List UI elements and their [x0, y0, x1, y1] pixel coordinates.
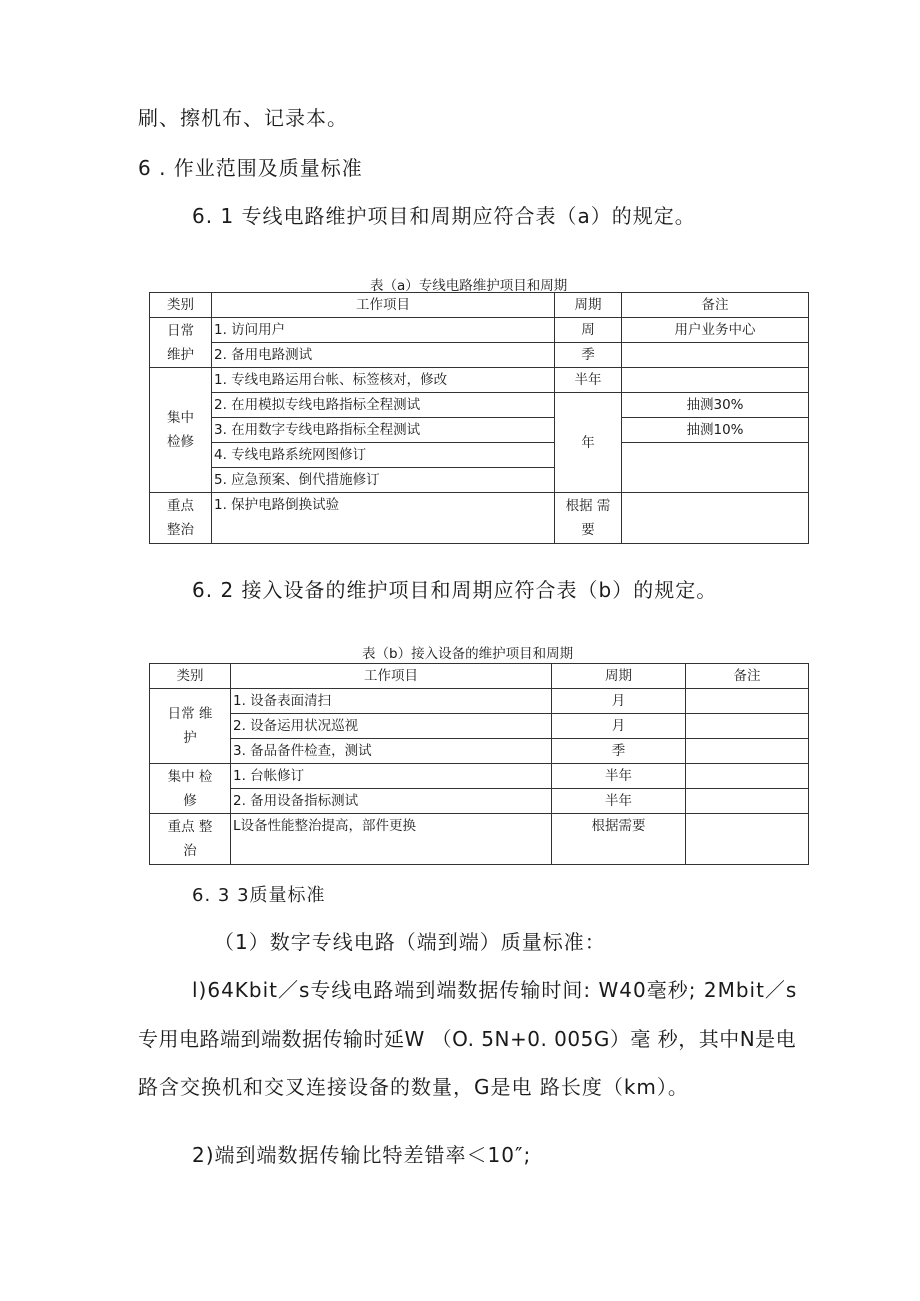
- table-row: [150, 689, 809, 714]
- period-cell: 根据需要: [552, 814, 686, 865]
- note-cell: [622, 343, 809, 368]
- note-cell: 用户业务中心: [622, 318, 809, 343]
- item-cell: 2. 备用设备指标测试: [231, 789, 552, 814]
- note-cell: [622, 443, 809, 493]
- period-cell: [555, 493, 622, 544]
- quality-item-1-line-2: 专用电路端到端数据传输时延W （O. 5N+0. 005G）毫 秒，其中N是电: [138, 1027, 797, 1051]
- category-repair-cell: [150, 368, 212, 493]
- period-cell: 季: [552, 739, 686, 764]
- quality-item-1-line-1: l)64Kbit／s专线电路端到端数据传输时间: W40毫秒; 2Mbit／s: [192, 978, 798, 1002]
- table-row: [150, 493, 809, 544]
- item-cell: L设备性能整治提高，部件更换: [231, 814, 552, 865]
- table-row: [150, 318, 809, 343]
- section6-heading: 6 . 作业范围及质量标准: [138, 156, 363, 180]
- period-cell: 季: [555, 343, 622, 368]
- period-cell: 月: [552, 689, 686, 714]
- header-cell: 备注: [622, 293, 809, 318]
- category-key-cell: [150, 814, 231, 865]
- period-cell: 年: [555, 393, 622, 493]
- table-row: [150, 739, 809, 764]
- period-cell: 周: [555, 318, 622, 343]
- header-cell: 备注: [686, 664, 809, 689]
- category-repair-cell: [150, 764, 231, 814]
- table-b-caption: 表（b）接入设备的维护项目和周期: [362, 646, 574, 662]
- table-row: [150, 343, 809, 368]
- section-6-3: 6. 3 3质量标准: [192, 885, 326, 906]
- period-label: 根据 需: [565, 498, 611, 514]
- header-cell: 类别: [150, 293, 212, 318]
- quality-item-2: 2)端到端数据传输比特差错率＜10″;: [192, 1143, 532, 1167]
- table-row: [150, 714, 809, 739]
- header-cell: 周期: [555, 293, 622, 318]
- table-a: [149, 292, 809, 544]
- note-cell: [622, 368, 809, 393]
- item-cell: 1. 保护电路倒换试验: [212, 493, 555, 544]
- item-cell: 1. 设备表面清扫: [231, 689, 552, 714]
- item-cell: 4. 专线电路系统网图修订: [212, 443, 555, 468]
- header-cell: 工作项目: [212, 293, 555, 318]
- category-label: 日常 维: [167, 706, 213, 722]
- category-label: 整治: [167, 522, 194, 538]
- item-cell: 1. 访问用户: [212, 318, 555, 343]
- item-cell: 2. 备用电路测试: [212, 343, 555, 368]
- item-cell: 5. 应急预案、倒代措施修订: [212, 468, 555, 493]
- period-cell: 月: [552, 714, 686, 739]
- category-label: 护: [183, 730, 197, 746]
- quality-standard-heading: （1）数字专线电路（端到端）质量标准：: [214, 930, 606, 954]
- header-cell: 周期: [552, 664, 686, 689]
- table-row: [150, 418, 809, 443]
- table-row: [150, 664, 809, 689]
- table-b: [149, 663, 809, 865]
- table-a-caption: 表（a）专线电路维护项目和周期: [370, 278, 568, 294]
- note-cell: 抽测10%: [622, 418, 809, 443]
- item-cell: 1. 专线电路运用台帐、标签核对，修改: [212, 368, 555, 393]
- note-cell: [686, 714, 809, 739]
- note-cell: [686, 814, 809, 865]
- period-cell: 半年: [555, 368, 622, 393]
- note-cell: [686, 689, 809, 714]
- tools-line: 刷、擦机布、记录本。: [138, 106, 348, 130]
- item-cell: 1. 台帐修订: [231, 764, 552, 789]
- category-label: 治: [183, 843, 197, 859]
- period-label: 要: [581, 522, 595, 538]
- note-cell: [686, 739, 809, 764]
- table-row: [150, 293, 809, 318]
- table-row: [150, 764, 809, 789]
- category-label: 重点 整: [167, 819, 213, 835]
- category-label: 维护: [167, 346, 194, 363]
- category-label: 重点: [167, 498, 194, 514]
- note-cell: [622, 493, 809, 544]
- note-cell: 抽测30%: [622, 393, 809, 418]
- category-daily-cell: [150, 318, 212, 368]
- note-cell: [686, 789, 809, 814]
- table-row: [150, 368, 809, 393]
- note-cell: [686, 764, 809, 789]
- header-cell: 类别: [150, 664, 231, 689]
- table-row: [150, 393, 809, 418]
- period-cell: 半年: [552, 764, 686, 789]
- section-6-1: 6. 1 专线电路维护项目和周期应符合表（a）的规定。: [192, 204, 696, 228]
- item-cell: 2. 设备运用状况巡视: [231, 714, 552, 739]
- item-cell: 3. 在用数字专线电路指标全程测试: [212, 418, 555, 443]
- quality-item-1-line-3: 路含交换机和交叉连接设备的数量，G是电 路长度（km）。: [138, 1075, 689, 1099]
- header-cell: 工作项目: [231, 664, 552, 689]
- category-label: 检修: [167, 434, 194, 450]
- category-daily-cell: [150, 689, 231, 764]
- category-label: 集中: [167, 410, 194, 426]
- category-label: 集中 检: [167, 768, 213, 785]
- table-row: [150, 443, 809, 468]
- item-cell: 3. 备品备件检查，测试: [231, 739, 552, 764]
- category-key-cell: [150, 493, 212, 544]
- period-cell: 半年: [552, 789, 686, 814]
- table-row: [150, 814, 809, 865]
- table-row: [150, 789, 809, 814]
- category-label: 修: [183, 792, 197, 809]
- category-label: 日常: [167, 322, 194, 339]
- section-6-2: 6. 2 接入设备的维护项目和周期应符合表（b）的规定。: [192, 578, 718, 602]
- item-cell: 2. 在用模拟专线电路指标全程测试: [212, 393, 555, 418]
